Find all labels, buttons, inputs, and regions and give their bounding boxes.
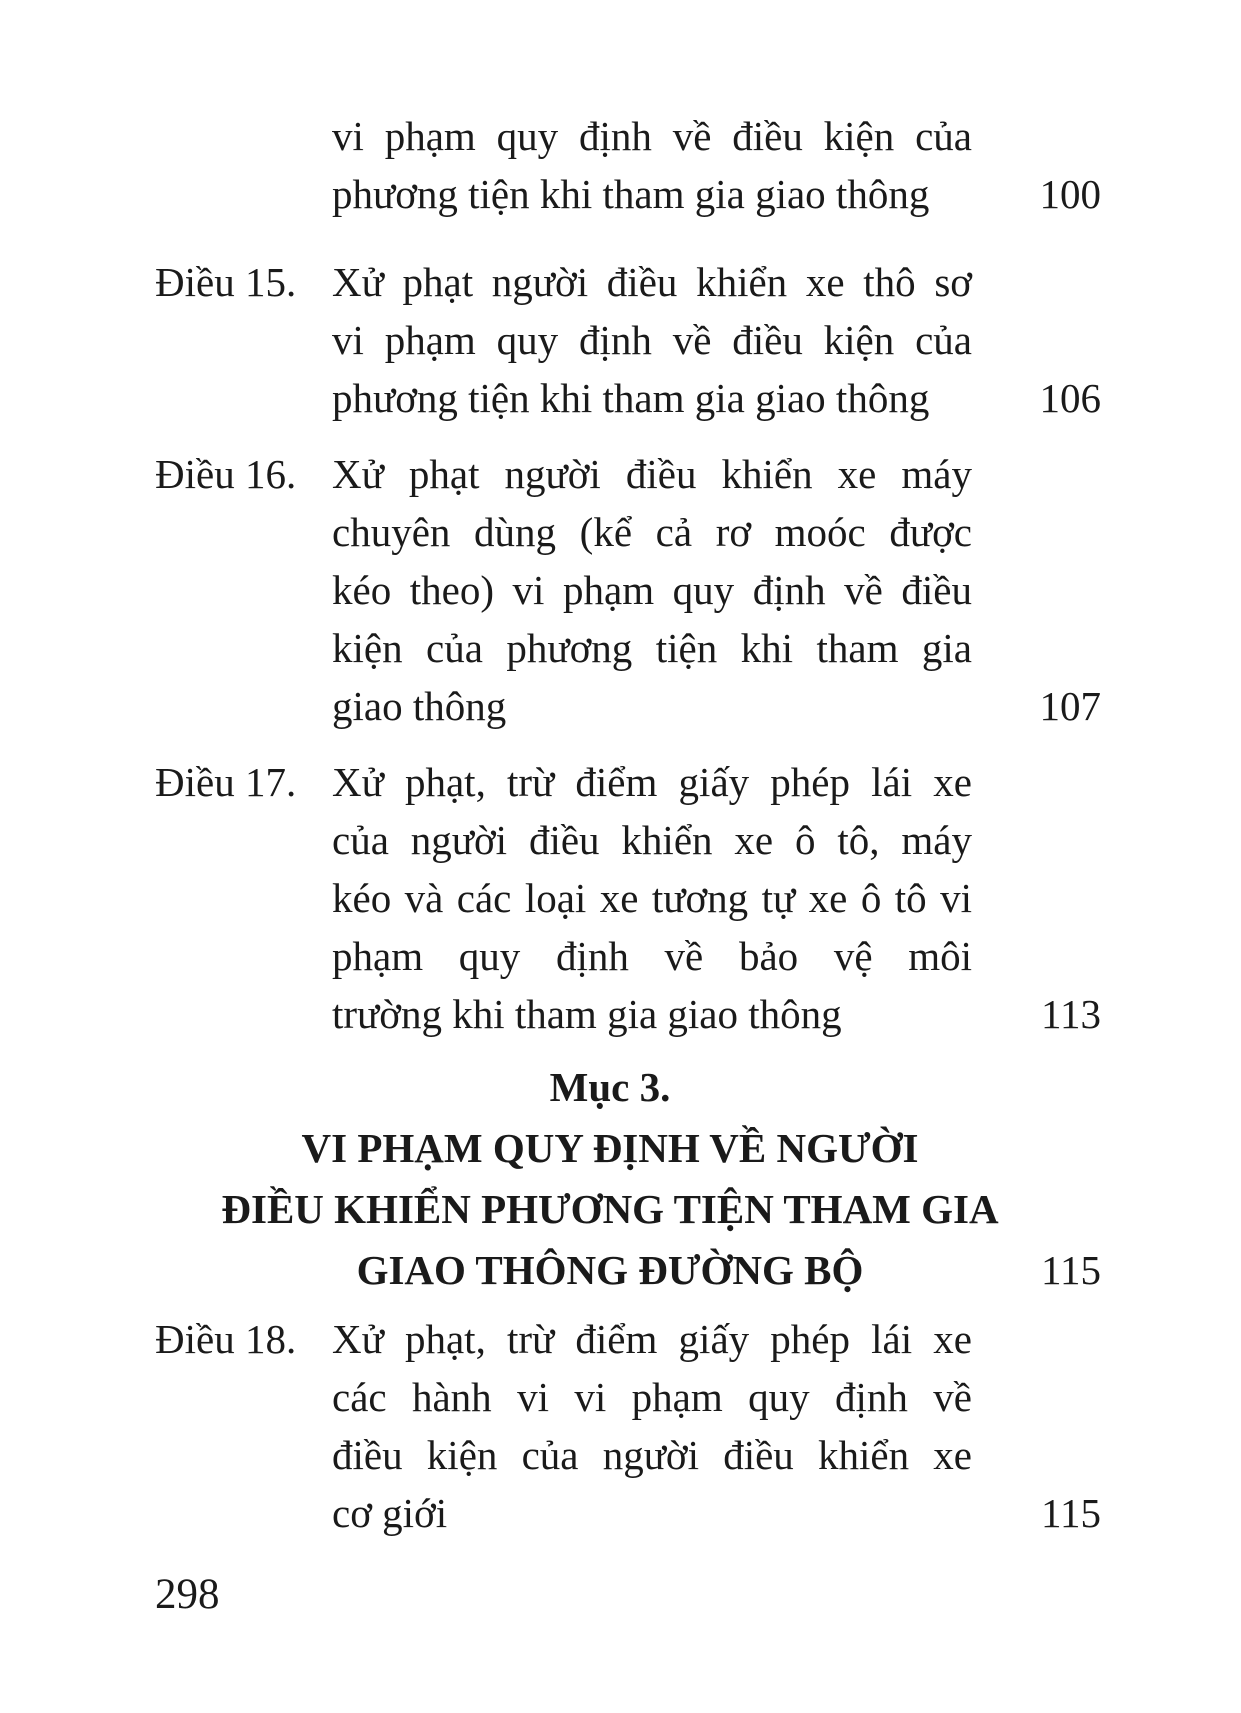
toc-entry-label: Điều 15. [155, 259, 297, 305]
toc-entry-line: Xử phạt người điều khiển xe thô sơ [332, 259, 972, 305]
toc-continuation-line: phương tiện khi tham gia giao thông [332, 171, 930, 217]
toc-entry-label: Điều 16. [155, 451, 297, 497]
toc-entry-line: kéo và các loại xe tương tự xe ô tô vi [332, 875, 972, 921]
page-folio: 298 [155, 1571, 220, 1618]
toc-entry-line: điều kiện của người điều khiển xe [332, 1432, 972, 1478]
toc-continuation-line: vi phạm quy định về điều kiện của [332, 113, 972, 159]
toc-page-number: 115 [1041, 1490, 1101, 1536]
toc-entry-line: Xử phạt, trừ điểm giấy phép lái xe [332, 759, 972, 805]
toc-entry-label: Điều 18. [155, 1316, 297, 1362]
toc-page-number: 106 [1039, 375, 1101, 421]
toc-entry-line: phương tiện khi tham gia giao thông [332, 375, 930, 421]
toc-entry-line: giao thông [332, 683, 507, 729]
toc-entry-label: Điều 17. [155, 759, 297, 805]
toc-entry-line: trường khi tham gia giao thông [332, 991, 842, 1037]
toc-entry-line: Xử phạt người điều khiển xe máy [332, 451, 972, 497]
toc-entry-line: Xử phạt, trừ điểm giấy phép lái xe [332, 1316, 972, 1362]
toc-page-number: 115 [1041, 1247, 1101, 1293]
toc-entry-line: chuyên dùng (kể cả rơ moóc được [332, 509, 972, 555]
toc-section-title-line: VI PHẠM QUY ĐỊNH VỀ NGƯỜI [301, 1125, 919, 1171]
toc-entry-line: của người điều khiển xe ô tô, máy [332, 817, 972, 863]
toc-entry-line: các hành vi vi phạm quy định về [332, 1374, 972, 1420]
toc-page-number: 100 [1039, 171, 1101, 217]
toc-page-number: 113 [1041, 991, 1101, 1037]
toc-entry-line: vi phạm quy định về điều kiện của [332, 317, 972, 363]
toc-section-label: Mục 3. [549, 1064, 671, 1110]
toc-entry-line: phạm quy định về bảo vệ môi [332, 933, 972, 979]
toc-section-title-line: GIAO THÔNG ĐƯỜNG BỘ [356, 1247, 864, 1293]
toc-section-title-line: ĐIỀU KHIỂN PHƯƠNG TIỆN THAM GIA [221, 1186, 999, 1232]
toc-entry-line: cơ giới [332, 1490, 448, 1536]
toc-page-number: 107 [1039, 683, 1101, 729]
toc-entry-line: kiện của phương tiện khi tham gia [332, 625, 972, 671]
toc-entry-line: kéo theo) vi phạm quy định về điều [332, 567, 972, 613]
